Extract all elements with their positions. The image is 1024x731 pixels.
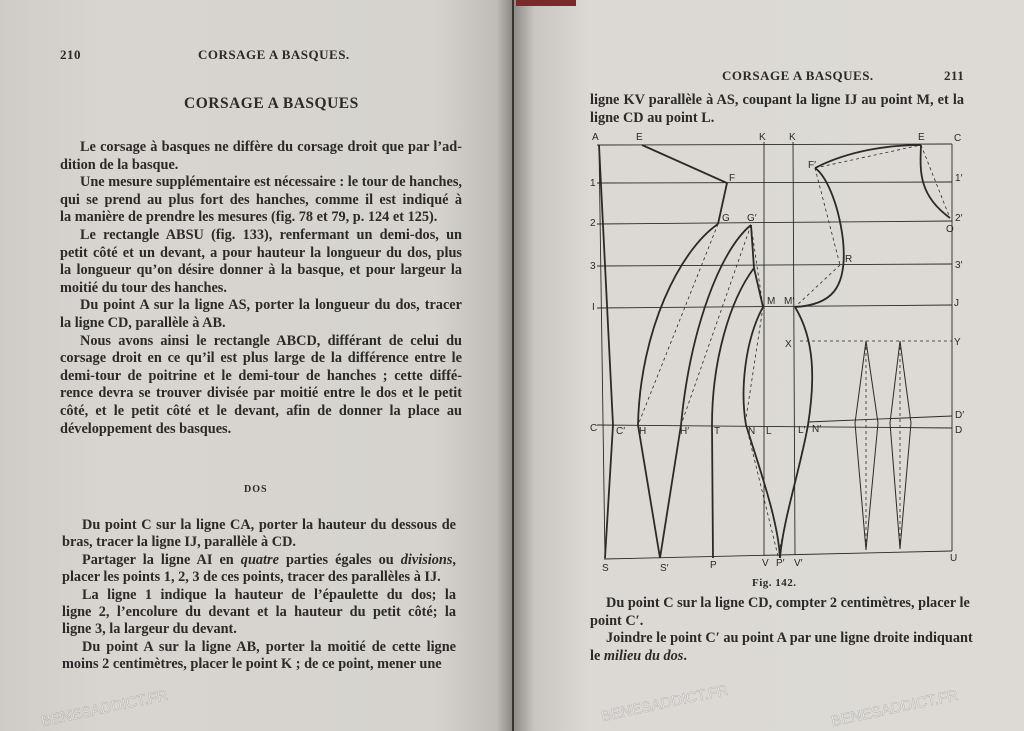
point-label: N [748, 426, 756, 437]
text-line: le milieu du dos. [590, 647, 687, 664]
point-label: P [710, 560, 717, 571]
text-line: Du point A sur la ligne AB, porter la moitié de cette ligne [82, 638, 456, 655]
text-line: qui se prend au plus fort des hanches, comme il est indiqué à [60, 191, 462, 208]
point-label: 1 [590, 178, 596, 189]
point-label: K [789, 132, 796, 143]
text-line: ligne KV parallèle à AS, coupant la ligne IJ au point M, et la [590, 92, 964, 108]
figure-caption: Fig. 142. [752, 577, 797, 589]
line-1 [597, 182, 952, 183]
point-label: F [729, 173, 736, 184]
line-CD [597, 425, 952, 428]
text-line: La ligne 1 indique la hauteur de l’épaulette du dos; la [82, 586, 456, 603]
dart-1 [855, 341, 878, 550]
point-label: M′ [784, 296, 795, 307]
point-label: F′ [808, 160, 816, 171]
text-line: Le corsage à basques ne diffère du corsage droit que par l’ad- [80, 139, 462, 155]
point-label: Y [954, 337, 961, 348]
point-label: G′ [747, 213, 757, 224]
text-line: rence devra se trouver divisée par moitié entre le dos et le petit [60, 385, 462, 402]
italic-text: divisions [400, 551, 453, 568]
point-label: L [766, 426, 772, 437]
text-line: ligne 2, l’encolure du devant et la hauteur du petit côté; la [62, 604, 456, 620]
text-line: placer les points 1, 2, 3 de ces points, tracer des parallèles à IJ. [62, 569, 441, 586]
point-label: A [592, 132, 599, 143]
dashed-M-P [745, 307, 763, 425]
text-line: dition de la basque. [60, 156, 179, 173]
point-label: I [592, 302, 595, 313]
text-line: Nous avons ainsi le rectangle ABCD, différant de celui du [80, 332, 462, 349]
back-center-line [599, 145, 613, 558]
point-label: E [636, 132, 643, 143]
watermark: BENESADDICT.FR [829, 686, 960, 731]
point-label: U [950, 553, 958, 564]
left-running-head: CORSAGE A BASQUES. [198, 47, 350, 62]
text-line: la longueur qu’on désire donner à la basque, et pour largeur la [60, 262, 462, 279]
text-line: point C′. [590, 612, 644, 629]
point-label: 2 [590, 218, 596, 229]
line-2 [597, 221, 952, 224]
point-label: S′ [660, 563, 669, 574]
dashed-G2-H2 [681, 225, 751, 425]
point-label: D′ [955, 410, 965, 421]
text-line: moitié du tour des hanches. [60, 279, 227, 296]
dashed-R-M [795, 265, 840, 307]
point-label: K [759, 132, 766, 143]
point-label: R [845, 254, 853, 265]
text-line: Joindre le point C′ au point A par une ligne droite indiquant [606, 630, 973, 646]
point-label: M [767, 296, 776, 307]
text-line: Du point C sur la ligne CA, porter la hauteur du dessous de [82, 517, 456, 533]
back-side-seam [638, 224, 751, 558]
text-line: corsage droit en ce qu’il est plus large de la différence entre le [60, 350, 462, 367]
text-line: Du point A sur la ligne AS, porter la longueur du dos, tracer [80, 297, 462, 314]
point-label: 3 [590, 261, 596, 272]
italic-text: milieu du dos [603, 647, 684, 664]
right-page-number: 211 [944, 68, 965, 83]
point-label: N′ [812, 424, 822, 435]
text-line: Une mesure supplémentaire est nécessaire : le tour de hanches, [80, 174, 462, 191]
text-line: demi-tour de poitrine et le demi-tour de hanches ; cette diffé- [60, 367, 462, 384]
point-label: O [946, 224, 954, 235]
point-label: H′ [680, 426, 690, 437]
point-label: C [590, 423, 598, 434]
right-running-head: CORSAGE A BASQUES. [722, 68, 874, 83]
point-label: 1′ [955, 173, 963, 184]
line-AB [597, 144, 952, 145]
side-piece-front [744, 268, 813, 558]
text-line: la manière de prendre les mesures (fig. 78 et 79, p. 124 et 125). [60, 209, 438, 226]
point-label: V′ [794, 558, 803, 569]
point-label: 2′ [955, 213, 963, 224]
watermark: BENESADDICT.FR [599, 681, 730, 726]
left-page-number: 210 [60, 47, 81, 62]
point-label: P′ [776, 558, 785, 569]
text-line: bras, tracer la ligne IJ, parallèle à CD. [62, 534, 297, 551]
text-line: côté, et le petit côté et le devant, afin de donner la place au [60, 403, 462, 419]
chapter-title: CORSAGE A BASQUES [184, 95, 359, 112]
line-CD-prime [808, 416, 952, 422]
point-label: C′ [616, 426, 626, 437]
back-neck-shoulder [642, 145, 727, 224]
front-armhole [795, 168, 844, 307]
line-3 [597, 264, 952, 266]
text-line: la ligne CD, parallèle à AB. [60, 315, 226, 331]
italic-text: quatre [240, 551, 279, 568]
point-label: L′ [798, 425, 806, 436]
text-line: ligne CD au point L. [590, 110, 715, 126]
point-label: H [639, 426, 647, 437]
dashed-E-O [921, 145, 950, 218]
text-line: développement des basques. [60, 420, 232, 437]
text-line: moins 2 centimètres, placer le point K ; de ce point, mener une [62, 656, 442, 673]
point-label: C [954, 133, 962, 144]
point-label: G [722, 213, 730, 224]
point-label: D [955, 425, 963, 436]
dart-2 [890, 341, 911, 549]
dashed-F-E [815, 145, 921, 168]
text-line: petit côté et un devant, a pour hauteur la longueur du dos, plus [60, 244, 462, 261]
point-label: V [762, 558, 769, 569]
point-label: T [714, 426, 721, 437]
point-label: S [602, 563, 609, 574]
text-line: Du point C sur la ligne CD, compter 2 centimètres, placer le [606, 595, 970, 611]
dashed-G2-M [751, 225, 763, 307]
text-line: Le rectangle ABSU (fig. 133), renfermant un demi-dos, un [80, 227, 462, 243]
point-label: E [918, 132, 925, 143]
point-label: 3′ [955, 260, 963, 271]
text-line: Partager la ligne AI en quatre parties égales ou divisions, [82, 551, 456, 568]
point-label: J [954, 298, 959, 309]
text-line: ligne 3, la largeur du devant. [62, 621, 237, 638]
dashed-G-H [638, 224, 718, 425]
side-back-seam [712, 225, 754, 558]
watermark: BENESADDICT.FR [39, 686, 170, 731]
point-label: X [785, 339, 792, 350]
section-heading: DOS [244, 484, 268, 495]
